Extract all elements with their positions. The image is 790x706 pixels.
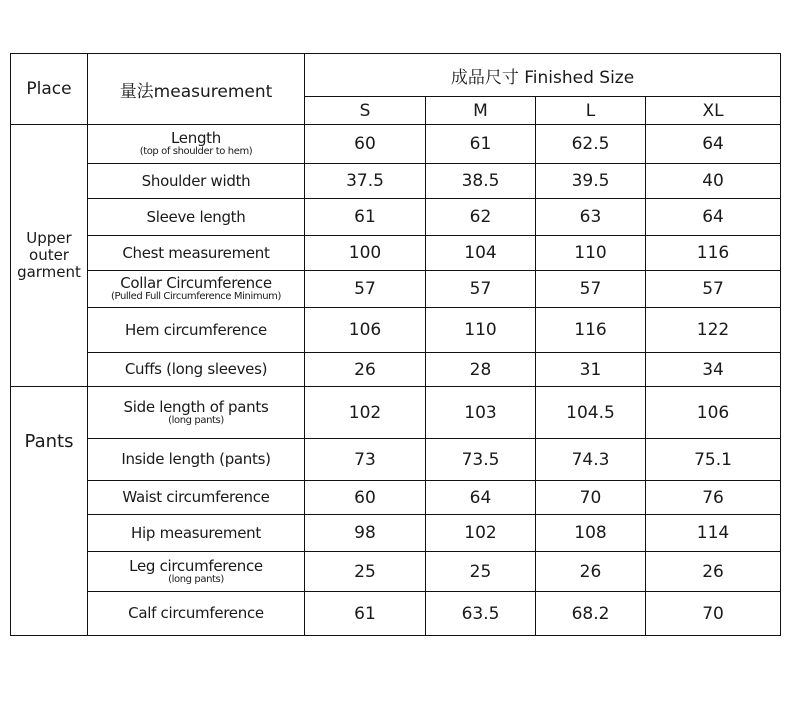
- measurement-cell: [88, 353, 305, 387]
- value-cell-l: 39.5: [536, 164, 646, 199]
- value-cell-m: 64: [426, 481, 536, 515]
- value-cell-l: 31: [536, 353, 646, 387]
- measurement-name: Calf circumference: [128, 604, 264, 622]
- value-cell-s: 61: [305, 592, 426, 636]
- measurement-name: Shoulder width: [141, 171, 251, 190]
- table-row: [11, 236, 781, 271]
- value-cell-s: 98: [305, 515, 426, 552]
- value-cell-l: 68.2: [536, 592, 646, 636]
- header-size-xl: XL: [646, 97, 781, 125]
- measurement-note: (Pulled Full Circumference Minimum): [111, 291, 281, 302]
- value-cell-m: 62: [426, 199, 536, 236]
- value-cell-xl: 116: [646, 236, 781, 271]
- value-cell-l: 70: [536, 481, 646, 515]
- value-cell-l: 116: [536, 308, 646, 353]
- header-measurement: 量法measurement: [88, 54, 305, 125]
- value-cell-xl: 40: [646, 164, 781, 199]
- value-cell-m: 61: [426, 125, 536, 164]
- table-row: [11, 125, 781, 164]
- value-cell-m: 110: [426, 308, 536, 353]
- section-label: Upper outer garment: [11, 125, 88, 387]
- value-cell-l: 110: [536, 236, 646, 271]
- value-cell-l: 62.5: [536, 125, 646, 164]
- value-cell-s: 61: [305, 199, 426, 236]
- value-cell-l: 26: [536, 552, 646, 592]
- value-cell-s: 102: [305, 387, 426, 439]
- table-row: [11, 199, 781, 236]
- header-size-m: M: [426, 97, 536, 125]
- measurement-cell: [88, 592, 305, 636]
- measurement-note: (top of shoulder to hem): [139, 146, 253, 157]
- table-row: [11, 308, 781, 353]
- value-cell-l: 104.5: [536, 387, 646, 439]
- measurement-note: (long pants): [168, 414, 224, 426]
- table-row: [11, 439, 781, 481]
- measurement-cell: [88, 552, 305, 592]
- value-cell-m: 28: [426, 353, 536, 387]
- table-row: [11, 592, 781, 636]
- value-cell-m: 102: [426, 515, 536, 552]
- value-cell-xl: 114: [646, 515, 781, 552]
- measurement-cell: [88, 387, 305, 439]
- value-cell-m: 103: [426, 387, 536, 439]
- measurement-name: Waist circumference: [122, 488, 270, 506]
- header-place: Place: [11, 54, 88, 125]
- header-size-s: S: [305, 97, 426, 125]
- measurement-name: Hip measurement: [131, 523, 261, 542]
- measurement-name: Collar Circumference: [120, 274, 272, 292]
- table-row: [11, 164, 781, 199]
- value-cell-l: 63: [536, 199, 646, 236]
- table-row: [11, 515, 781, 552]
- measurement-cell: [88, 125, 305, 164]
- value-cell-s: 60: [305, 481, 426, 515]
- value-cell-s: 57: [305, 271, 426, 308]
- value-cell-m: 38.5: [426, 164, 536, 199]
- section-label: Pants: [11, 387, 88, 636]
- value-cell-m: 104: [426, 236, 536, 271]
- measurement-cell: [88, 515, 305, 552]
- table-row: [11, 353, 781, 387]
- value-cell-s: 73: [305, 439, 426, 481]
- measurement-name: Leg circumference: [129, 556, 263, 575]
- measurement-name: Side length of pants: [123, 397, 269, 416]
- value-cell-xl: 34: [646, 353, 781, 387]
- value-cell-l: 108: [536, 515, 646, 552]
- measurement-name: Length: [171, 129, 221, 147]
- table-body: [11, 125, 781, 636]
- value-cell-m: 25: [426, 552, 536, 592]
- value-cell-xl: 64: [646, 199, 781, 236]
- value-cell-m: 57: [426, 271, 536, 308]
- measurement-cell: [88, 199, 305, 236]
- value-cell-s: 106: [305, 308, 426, 353]
- header-size-l: L: [536, 97, 646, 125]
- value-cell-xl: 76: [646, 481, 781, 515]
- value-cell-m: 73.5: [426, 439, 536, 481]
- measurement-cell: [88, 481, 305, 515]
- value-cell-xl: 106: [646, 387, 781, 439]
- measurement-note: (long pants): [168, 573, 224, 585]
- measurement-cell: [88, 308, 305, 353]
- value-cell-s: 60: [305, 125, 426, 164]
- table-row: [11, 552, 781, 592]
- measurement-name: Inside length (pants): [121, 450, 271, 468]
- value-cell-xl: 57: [646, 271, 781, 308]
- value-cell-l: 57: [536, 271, 646, 308]
- measurement-cell: [88, 271, 305, 308]
- value-cell-m: 63.5: [426, 592, 536, 636]
- value-cell-s: 37.5: [305, 164, 426, 199]
- value-cell-xl: 64: [646, 125, 781, 164]
- measurement-name: Chest measurement: [122, 243, 270, 262]
- measurement-cell: [88, 439, 305, 481]
- table-row: [11, 387, 781, 439]
- value-cell-xl: 75.1: [646, 439, 781, 481]
- measurement-name: Sleeve length: [146, 207, 246, 226]
- value-cell-s: 26: [305, 353, 426, 387]
- value-cell-s: 25: [305, 552, 426, 592]
- value-cell-s: 100: [305, 236, 426, 271]
- value-cell-xl: 122: [646, 308, 781, 353]
- table-row: [11, 271, 781, 308]
- measurement-name: Cuffs (long sleeves): [124, 360, 268, 378]
- value-cell-xl: 70: [646, 592, 781, 636]
- size-chart-table: [10, 53, 781, 636]
- value-cell-l: 74.3: [536, 439, 646, 481]
- table-row: [11, 481, 781, 515]
- measurement-cell: [88, 236, 305, 271]
- measurement-name: Hem circumference: [125, 320, 267, 339]
- measurement-cell: [88, 164, 305, 199]
- header-finished-size: 成品尺寸 Finished Size: [305, 54, 781, 97]
- value-cell-xl: 26: [646, 552, 781, 592]
